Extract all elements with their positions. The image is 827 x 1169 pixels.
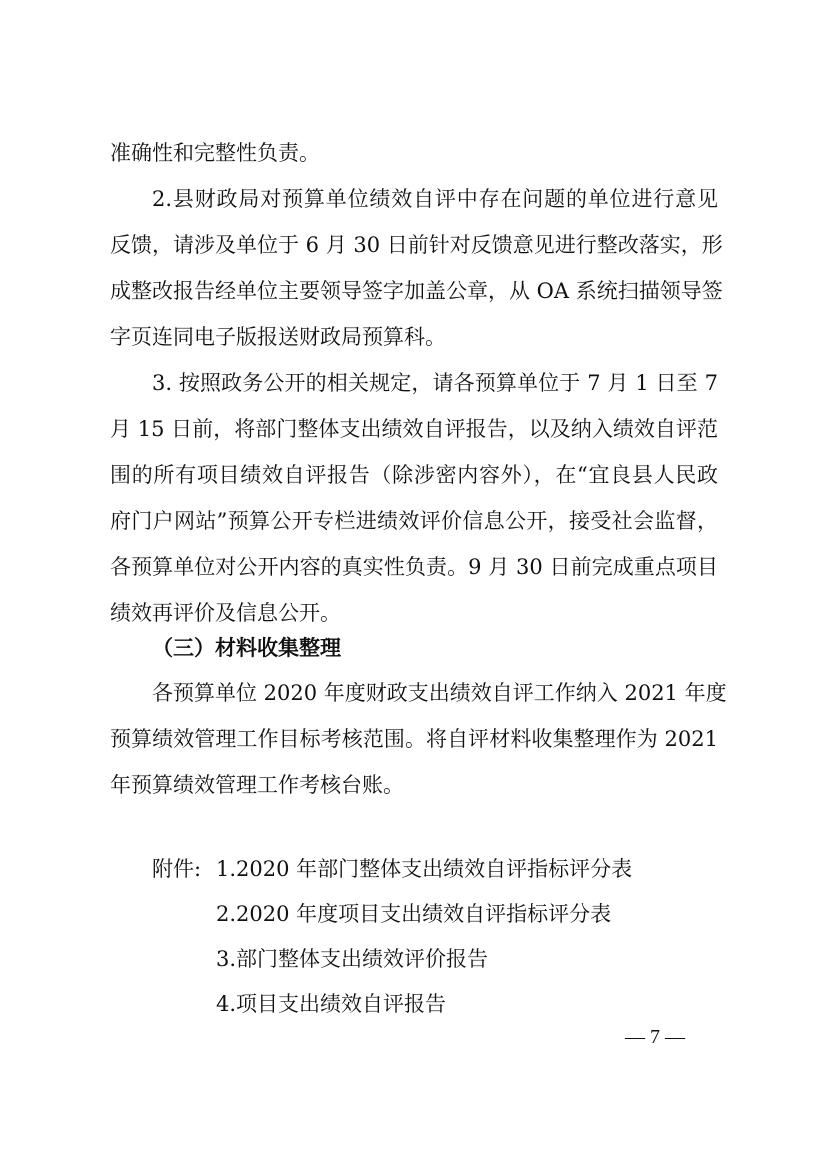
attachment-item: 4.项目支出绩效自评报告 [216, 992, 447, 1016]
paragraph-3-line-6: 绩效再评价及信息公开。 [110, 601, 341, 625]
paragraph-4-line-3: 年预算绩效管理工作考核台账。 [110, 773, 404, 797]
paragraph-2-line-1: 2.县财政局对预算单位绩效自评中存在问题的单位进行意见 [152, 187, 718, 211]
paragraph-3-line-3: 围的所有项目绩效自评报告（除涉密内容外），在“宜良县人民政 [110, 463, 718, 487]
paragraph-3-line-4: 府门户网站”预算公开专栏进绩效评价信息公开，接受社会监督， [110, 509, 718, 533]
paragraph-3-line-5: 各预算单位对公开内容的真实性负责。9 月 30 日前完成重点项目 [110, 555, 718, 579]
paragraph-2-line-4: 字页连同电子版报送财政局预算科。 [110, 325, 446, 349]
attachments-label: 附件: [152, 857, 202, 881]
attachment-item: 1.2020 年部门整体支出绩效自评指标评分表 [216, 857, 633, 881]
paragraph-3-line-1: 3. 按照政务公开的相关规定，请各预算单位于 7 月 1 日至 7 [152, 371, 718, 395]
attachment-item: 2.2020 年度项目支出绩效自评指标评分表 [216, 902, 612, 926]
paragraph-2-line-3: 成整改报告经单位主要领导签字加盖公章，从 OA 系统扫描领导签 [110, 279, 723, 303]
paragraph-2-line-2: 反馈，请涉及单位于 6 月 30 日前针对反馈意见进行整改落实，形 [110, 233, 723, 257]
attachment-item: 3.部门整体支出绩效评价报告 [216, 947, 489, 971]
paragraph-1-line-1: 准确性和完整性负责。 [110, 141, 320, 165]
page-number: — 7 — [625, 1026, 685, 1048]
section-heading: （三）材料收集整理 [152, 635, 341, 660]
paragraph-3-line-2: 月 15 日前，将部门整体支出绩效自评报告，以及纳入绩效自评范 [110, 417, 718, 441]
paragraph-4-line-2: 预算绩效管理工作目标考核范围。将自评材料收集整理作为 2021 [110, 727, 718, 751]
paragraph-4-line-1: 各预算单位 2020 年度财政支出绩效自评工作纳入 2021 年度 [152, 681, 727, 705]
